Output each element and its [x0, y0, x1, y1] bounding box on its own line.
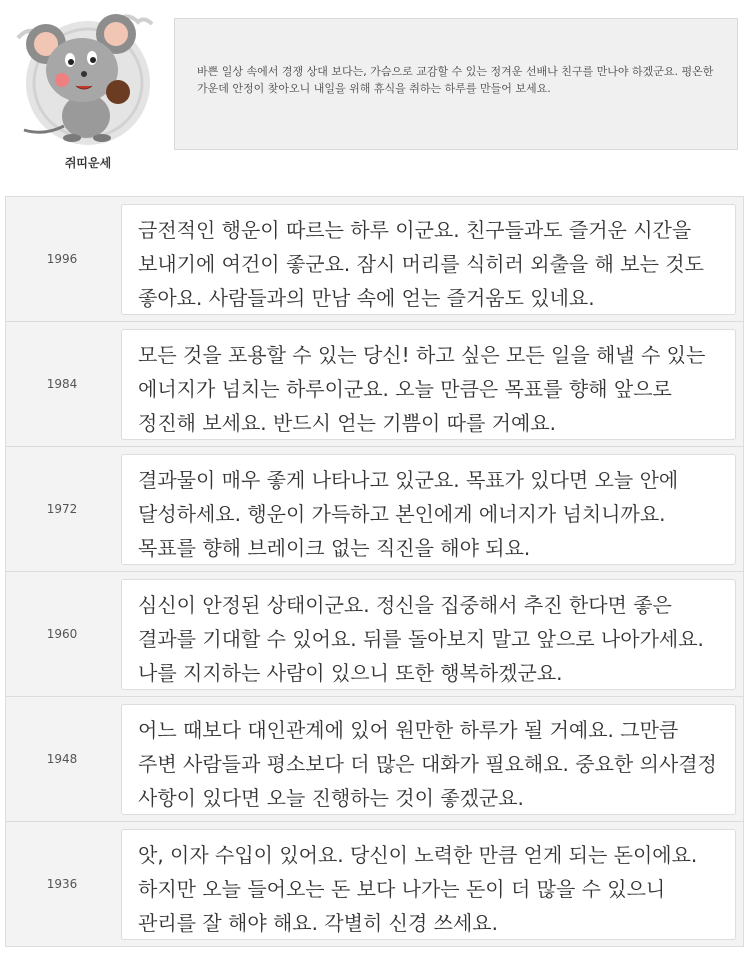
fortune-text: 앗, 이자 수입이 있어요. 당신이 노력한 만큼 얻게 되는 돈이에요. 하지만 오늘 들어오는 돈 보다 나가는 돈이 더 많을 수 있으니 관리를 잘 해야 해요. 각별히 신경 쓰세요.: [138, 843, 698, 935]
birth-year: 1996: [46, 252, 78, 266]
fortune-row: [5, 572, 744, 697]
daily-summary-box: [174, 18, 738, 150]
fortune-card: [121, 204, 736, 315]
fortune-row: [5, 197, 744, 322]
rat-zodiac-icon: [8, 8, 158, 153]
zodiac-title: 쥐띠운세: [64, 156, 112, 170]
fortune-card: [121, 579, 736, 690]
fortune-text: 모든 것을 포용할 수 있는 당신! 하고 싶은 모든 일을 해낼 수 있는 에너지가 넘치는 하루이군요. 오늘 만큼은 목표를 향해 앞으로 정진해 보세요. 반드시 얻는 기쁨이 따를 거예요.: [138, 343, 706, 435]
fortune-row: [5, 697, 744, 822]
fortune-by-year-table: [5, 196, 744, 947]
fortune-row: [5, 322, 744, 447]
fortune-text: 심신이 안정된 상태이군요. 정신을 집중해서 추진 한다면 좋은 결과를 기대할 수 있어요. 뒤를 돌아보지 말고 앞으로 나아가세요. 나를 지지하는 사람이 있으니 또한 행복하겠군요.: [138, 593, 704, 685]
rat-emblem: [8, 8, 156, 168]
fortune-text: 금전적인 행운이 따르는 하루 이군요. 친구들과도 즐거운 시간을 보내기에 여건이 좋군요. 잠시 머리를 식히러 외출을 해 보는 것도 좋아요. 사람들과의 만남 속에 얻는 즐거움도 있네요.: [138, 218, 704, 310]
birth-year: 1960: [46, 627, 78, 641]
fortune-card: [121, 829, 736, 940]
birth-year: 1984: [46, 377, 78, 391]
birth-year: 1972: [46, 502, 78, 516]
fortune-text: 어느 때보다 대인관계에 있어 원만한 하루가 될 거예요. 그만큼 주변 사람들과 평소보다 더 많은 대화가 필요해요. 중요한 의사결정 사항이 있다면 오늘 진행하는 것이 좋겠군요.: [138, 718, 717, 810]
fortune-header: [0, 0, 750, 180]
daily-summary-text: 바쁜 일상 속에서 경쟁 상대 보다는, 가슴으로 교감할 수 있는 정겨운 선배나 친구를 만나야 하겠군요. 평온한 가운데 안정이 찾아오니 내일을 위해 휴식을 취하는 하루를 만들어 보세요.: [197, 65, 714, 95]
fortune-text: 결과물이 매우 좋게 나타나고 있군요. 목표가 있다면 오늘 안에 달성하세요. 행운이 가득하고 본인에게 에너지가 넘치니까요. 목표를 향해 브레이크 없는 직진을 해야 되요.: [138, 468, 679, 560]
birth-year: 1948: [46, 752, 78, 766]
fortune-card: [121, 329, 736, 440]
fortune-row: [5, 822, 744, 947]
fortune-card: [121, 704, 736, 815]
fortune-card: [121, 454, 736, 565]
birth-year: 1936: [46, 877, 78, 891]
fortune-row: [5, 447, 744, 572]
